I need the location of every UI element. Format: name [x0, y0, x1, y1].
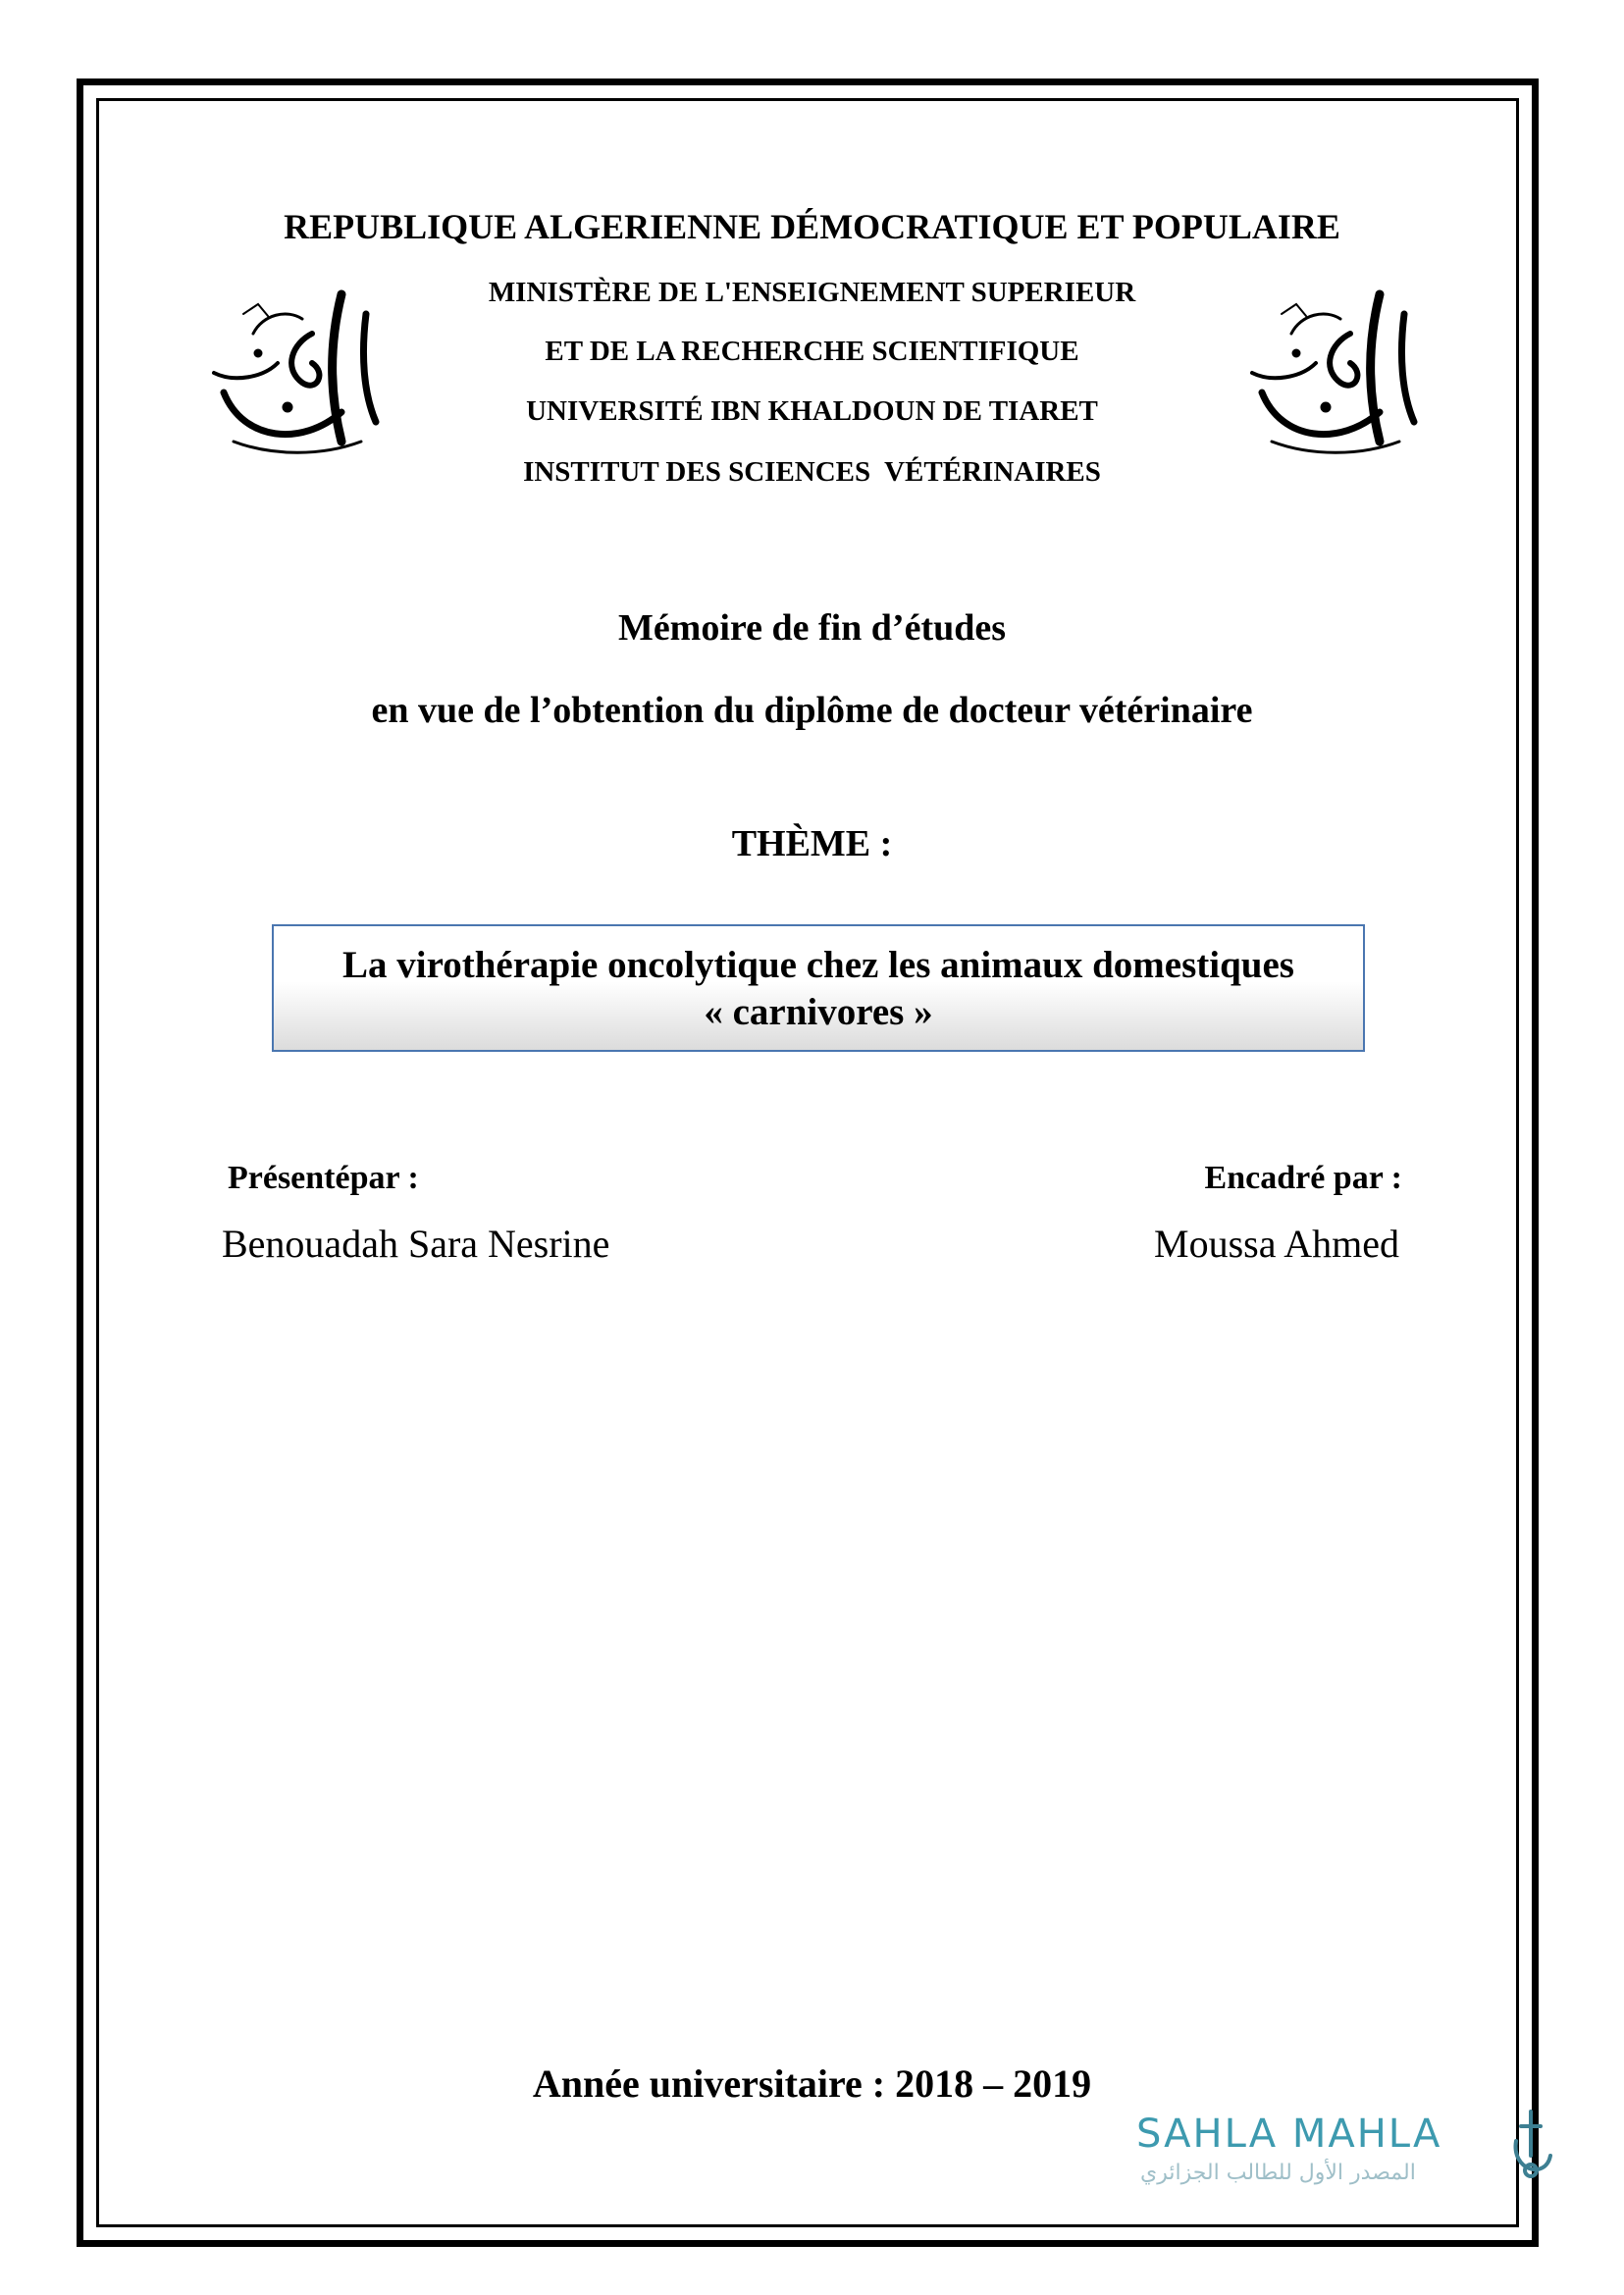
- watermark-logo-icon: [1501, 2102, 1560, 2190]
- student-name: Benouadah Sara Nesrine: [222, 1222, 610, 1266]
- supervisor-name: Moussa Ahmed: [1154, 1222, 1399, 1266]
- presented-by-label: Présentépar :: [228, 1160, 419, 1196]
- supervised-by-label: Encadré par :: [1204, 1160, 1402, 1196]
- memoire-title: Mémoire de fin d’études: [617, 607, 1007, 649]
- theme-title-box: [272, 924, 1365, 1052]
- university-emblem-left-icon: [194, 275, 410, 471]
- republic-heading: REPUBLIQUE ALGERIENNE DÉMOCRATIQUE ET POPULAIRE: [284, 207, 1340, 246]
- diploma-subtitle: en vue de l’obtention du diplôme de docteur vétérinaire: [371, 690, 1253, 731]
- watermark: [1136, 2112, 1568, 2210]
- university-name: UNIVERSITÉ IBN KHALDOUN DE TIARET: [526, 395, 1098, 427]
- university-emblem-right-icon: [1232, 275, 1448, 471]
- watermark-tagline: المصدر الأول للطالب الجزائري: [1140, 2161, 1416, 2185]
- academic-year: Année universitaire : 2018 – 2019: [532, 2061, 1092, 2106]
- theme-label: THÈME :: [731, 823, 893, 864]
- ministry-line-1: MINISTÈRE DE L'ENSEIGNEMENT SUPERIEUR: [488, 277, 1136, 308]
- theme-title-line-1: La virothérapie oncolytique chez les animaux domestiques: [342, 944, 1294, 986]
- ministry-line-2: ET DE LA RECHERCHE SCIENTIFIQUE: [545, 336, 1079, 367]
- institute-name: INSTITUT DES SCIENCES VÉTÉRINAIRES: [523, 456, 1101, 488]
- watermark-brand: SAHLA MAHLA: [1136, 2112, 1442, 2157]
- theme-title-line-2: « carnivores »: [704, 991, 933, 1033]
